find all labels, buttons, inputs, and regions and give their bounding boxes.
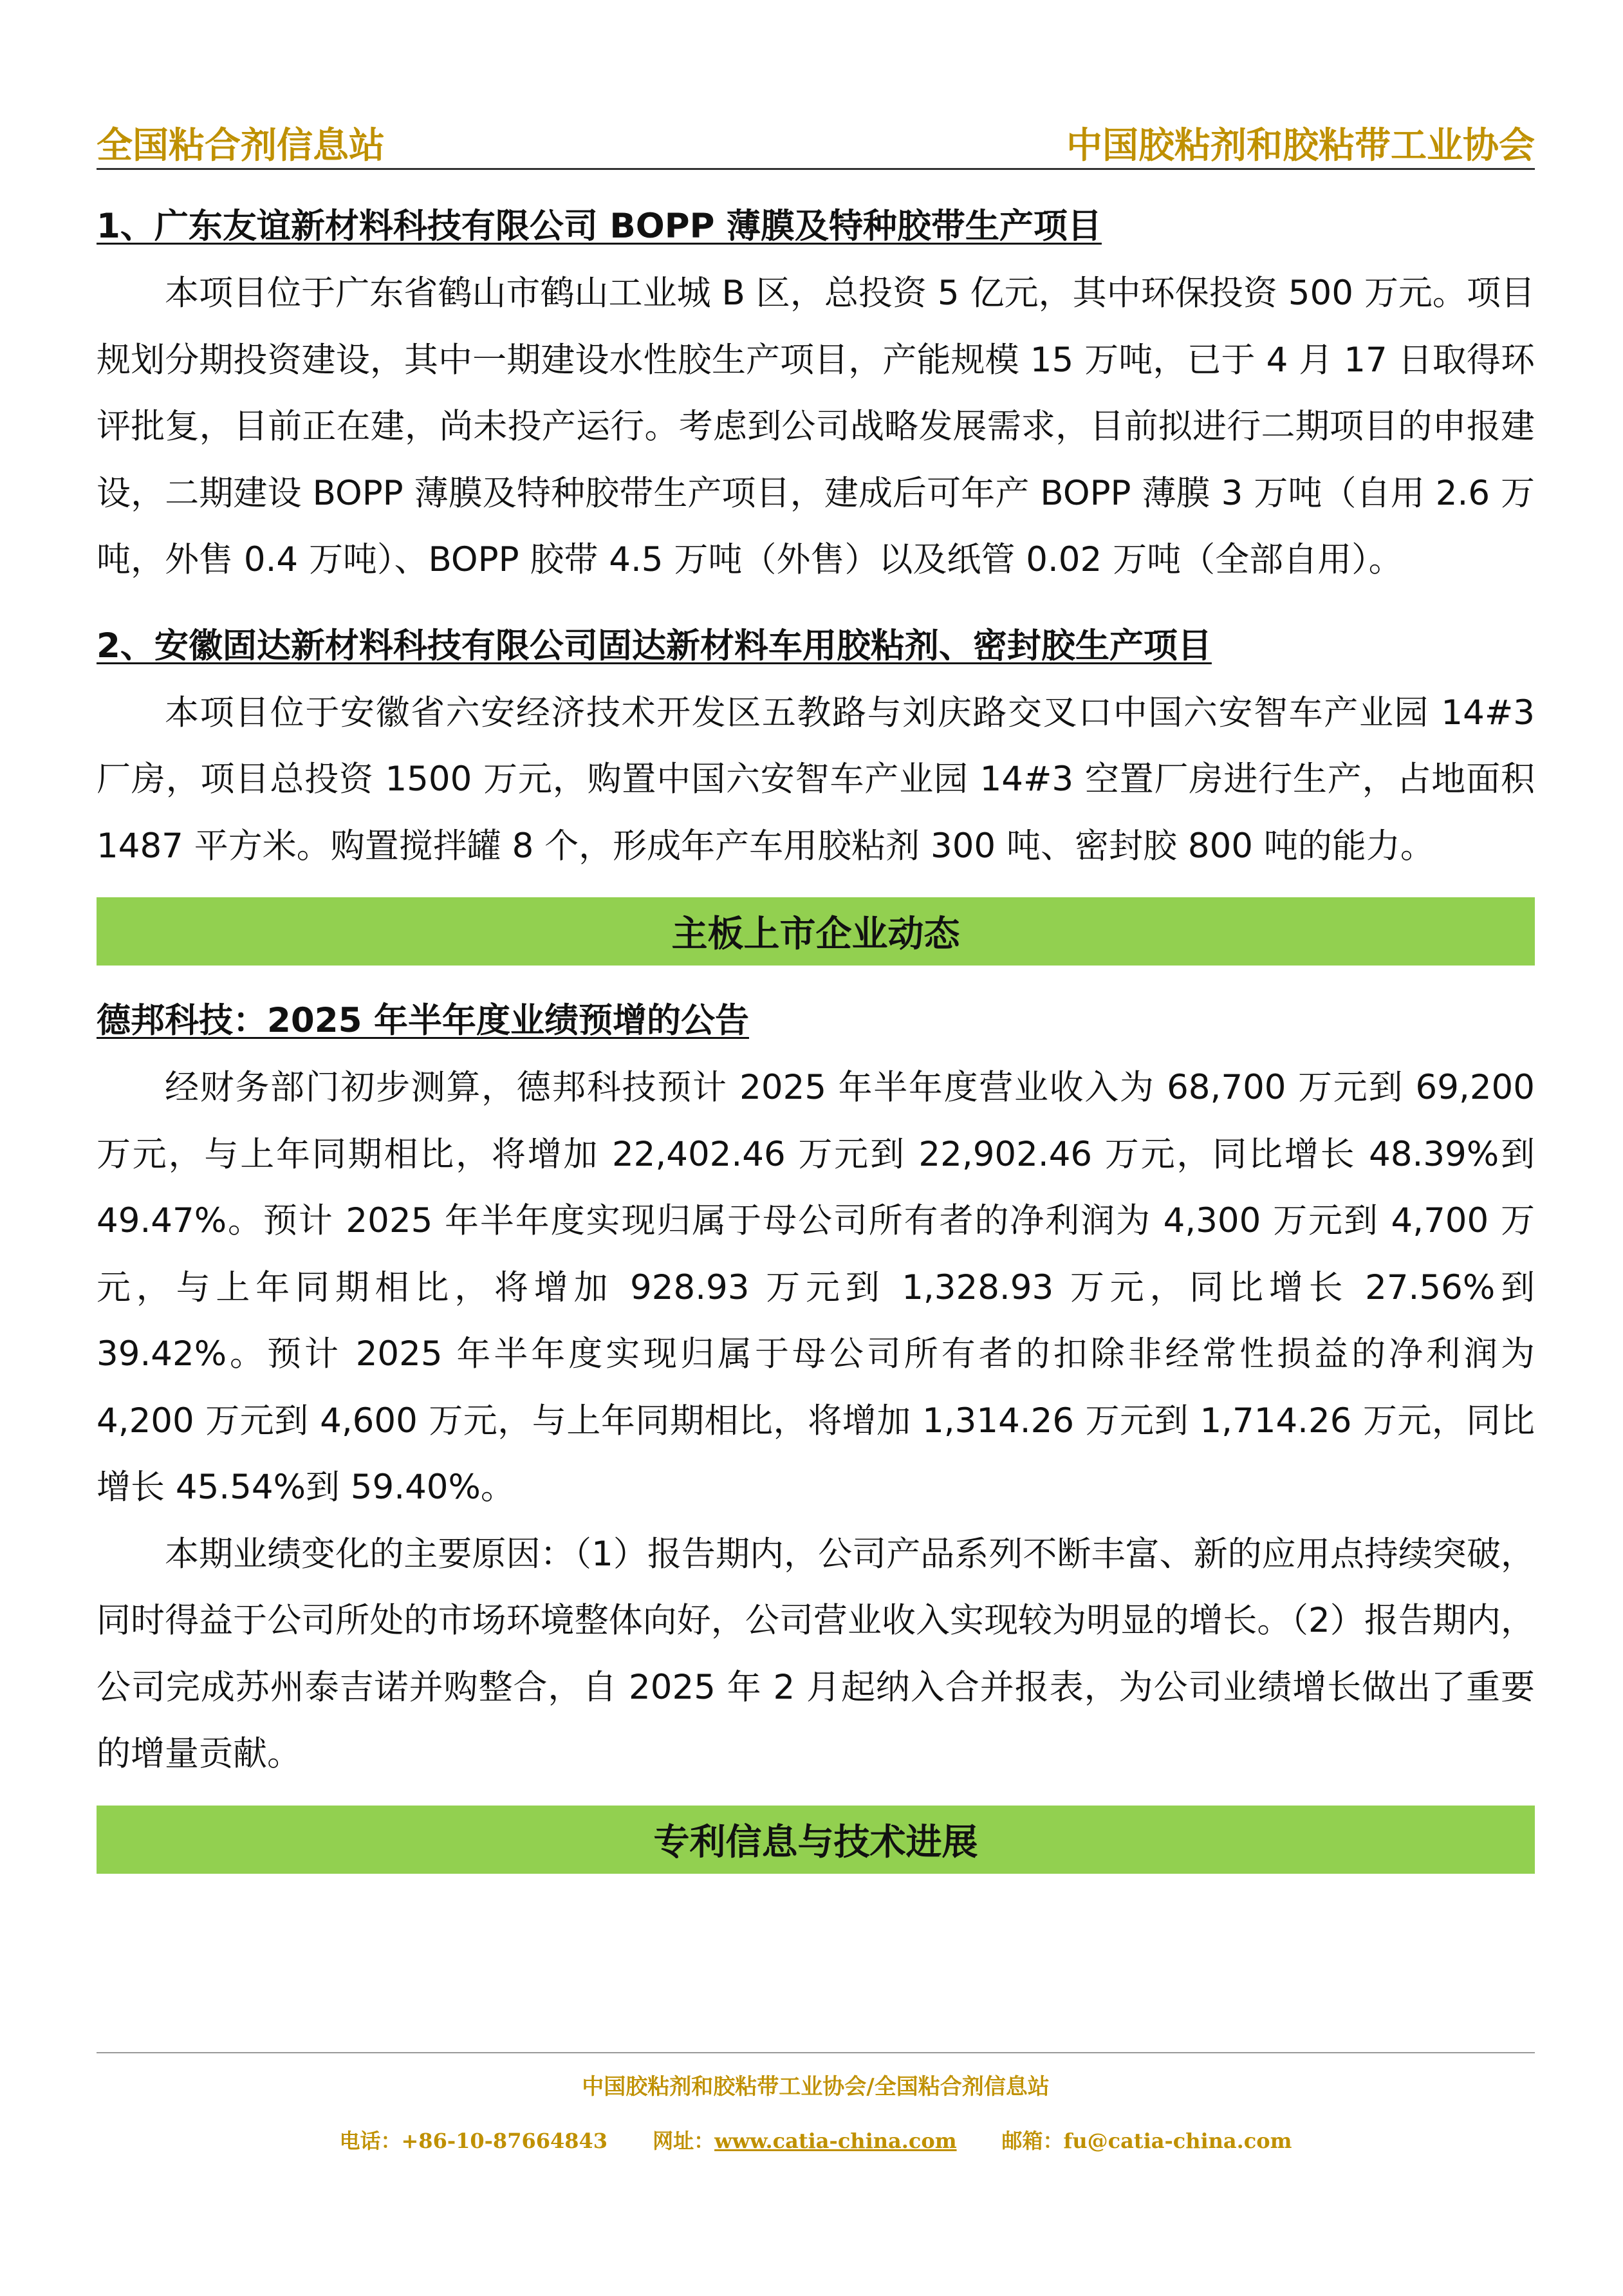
section-3-paragraph-2: 本期业绩变化的主要原因：（1）报告期内，公司产品系列不断丰富、新的应用点持续突破，同时得益于公司所处的市场环境整体向好，公司营业收入实现较为明显的增长。（2）报告期内，公司完成苏州泰吉诺并购整合，自 2025 年 2 月起纳入合并报表，为公司业绩增长做出了重要的增量贡献。: [97, 1534, 1535, 1773]
section-2-title: 2、安徽固达新材料科技有限公司固达新材料车用胶粘剂、密封胶生产项目: [97, 626, 1212, 666]
section-1-paragraph: 本项目位于广东省鹤山市鹤山工业城 B 区，总投资 5 亿元，其中环保投资 500 万元。项目规划分期投资建设，其中一期建设水性胶生产项目，产能规模 15 万吨，已于 4 月 17 日取得环评批复，目前正在建，尚未投产运行。考虑到公司战略发展需求，目前拟进行二期项目的申报建设，二期建设 BOPP 薄膜及特种胶带生产项目，建成后可年产 BOPP 薄膜 3 万吨（自用 2.6 万吨，外售 0.4 万吨）、BOPP 胶带 4.5 万吨（外售）以及纸管 0.02 万吨（全部自用）。: [97, 274, 1535, 579]
header-association-name: 中国胶粘剂和胶粘带工业协会: [1066, 124, 1535, 167]
section-3-paragraph-1: 经财务部门初步测算，德邦科技预计 2025 年半年度营业收入为 68,700 万元到 69,200 万元，与上年同期相比，将增加 22,402.46 万元到 22,902.46 万元，同比增长 48.39%到 49.47%。预计 2025 年半年度实现归属于母公司所有者的净利润为 4,300 万元到 4,700 万元，与上年同期相比，将增加 928.93 万元到 1,328.93 万元，同比增长 27.56%到 39.42%。预计 2025 年半年度实现归属于母公司所有者的扣除非经常性损益的净利润为 4,200 万元到 4,600 万元，与上年同期相比，将增加 1,314.26 万元到 1,714.26 万元，同比增长 45.54%到 59.40%。: [97, 1068, 1535, 1507]
page-footer: [97, 2052, 1535, 2154]
section-1-title: 1、广东友谊新材料科技有限公司 BOPP 薄膜及特种胶带生产项目: [97, 207, 1102, 246]
section-band-mainboard: 主板上市企业动态: [97, 897, 1535, 966]
main-content: [97, 193, 1535, 1896]
footer-organization: 中国胶粘剂和胶粘带工业协会/全国粘合剂信息站: [582, 2074, 1050, 2100]
page-header: [97, 108, 1535, 170]
footer-email[interactable]: 邮箱：fu@catia-china.com: [1001, 2129, 1292, 2153]
footer-contact: [97, 2125, 1535, 2154]
section-2-paragraph: 本项目位于安徽省六安经济技术开发区五教路与刘庆路交叉口中国六安智车产业园 14#3 厂房，项目总投资 1500 万元，购置中国六安智车产业园 14#3 空置厂房进行生产，占地面积 1487 平方米。购置搅拌罐 8 个，形成年产车用胶粘剂 300 吨、密封胶 800 吨的能力。: [97, 693, 1535, 866]
header-site-name: 全国粘合剂信息站: [97, 124, 385, 167]
section-3-title: 德邦科技：2025 年半年度业绩预增的公告: [97, 1001, 749, 1040]
footer-web-label: 网址：: [653, 2129, 715, 2153]
footer-phone: 电话：+86-10-87664843: [339, 2129, 608, 2153]
section-band-patents: 专利信息与技术进展: [97, 1806, 1535, 1874]
footer-web-link[interactable]: www.catia-china.com: [714, 2129, 957, 2153]
